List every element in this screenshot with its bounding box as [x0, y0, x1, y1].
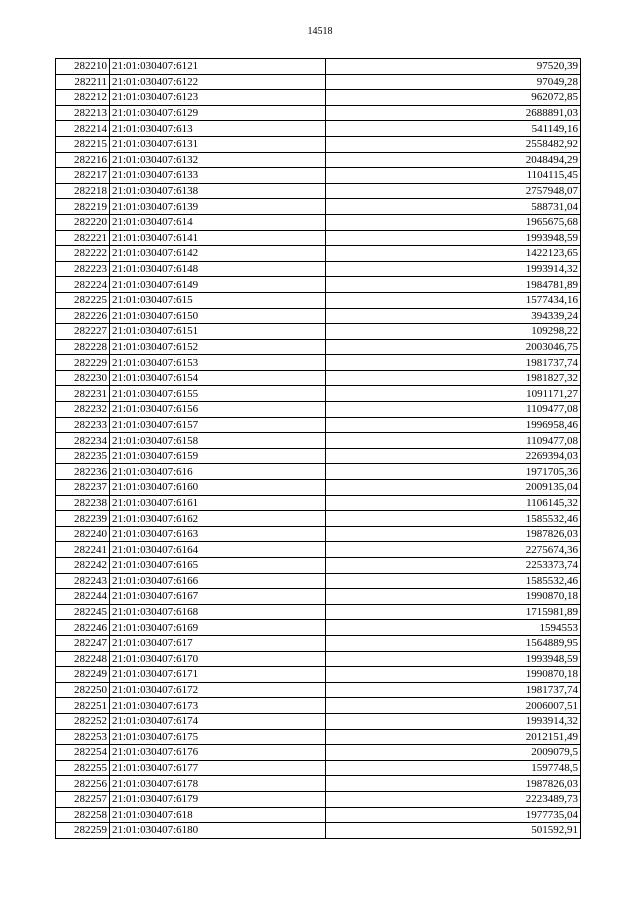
cadastral-number-cell: 21:01:030407:6150 — [110, 308, 326, 324]
row-number-cell: 282212 — [56, 90, 110, 106]
row-number-cell: 282213 — [56, 105, 110, 121]
cadastral-number-cell: 21:01:030407:6163 — [110, 526, 326, 542]
cadastral-number-cell: 21:01:030407:6154 — [110, 370, 326, 386]
cadastral-number-cell: 21:01:030407:6180 — [110, 823, 326, 839]
row-number-cell: 282244 — [56, 589, 110, 605]
cadastral-number-cell: 21:01:030407:6155 — [110, 386, 326, 402]
cadastral-number-cell: 21:01:030407:616 — [110, 464, 326, 480]
row-number-cell: 282249 — [56, 667, 110, 683]
cadastral-value-cell: 1993914,32 — [326, 261, 581, 277]
table-row — [56, 589, 581, 605]
row-number-cell: 282214 — [56, 121, 110, 137]
cadastral-value-cell: 394339,24 — [326, 308, 581, 324]
cadastral-number-cell: 21:01:030407:617 — [110, 635, 326, 651]
cadastral-value-cell: 1965675,68 — [326, 214, 581, 230]
row-number-cell: 282247 — [56, 635, 110, 651]
row-number-cell: 282223 — [56, 261, 110, 277]
cadastral-value-cell: 2688891,03 — [326, 105, 581, 121]
row-number-cell: 282229 — [56, 355, 110, 371]
cadastral-value-cell: 1422123,65 — [326, 246, 581, 262]
table-row — [56, 136, 581, 152]
cadastral-number-cell: 21:01:030407:6123 — [110, 90, 326, 106]
cadastral-number-cell: 21:01:030407:615 — [110, 292, 326, 308]
cadastral-value-table — [55, 58, 581, 839]
row-number-cell: 282254 — [56, 745, 110, 761]
row-number-cell: 282220 — [56, 214, 110, 230]
cadastral-number-cell: 21:01:030407:614 — [110, 214, 326, 230]
cadastral-number-cell: 21:01:030407:6142 — [110, 246, 326, 262]
cadastral-value-cell: 1984781,89 — [326, 277, 581, 293]
row-number-cell: 282224 — [56, 277, 110, 293]
cadastral-value-cell: 962072,85 — [326, 90, 581, 106]
row-number-cell: 282219 — [56, 199, 110, 215]
table-row — [56, 292, 581, 308]
table-row — [56, 74, 581, 90]
cadastral-number-cell: 21:01:030407:6131 — [110, 136, 326, 152]
row-number-cell: 282218 — [56, 183, 110, 199]
cadastral-value-cell: 1585532,46 — [326, 511, 581, 527]
row-number-cell: 282237 — [56, 480, 110, 496]
cadastral-number-cell: 21:01:030407:6149 — [110, 277, 326, 293]
row-number-cell: 282231 — [56, 386, 110, 402]
row-number-cell: 282217 — [56, 168, 110, 184]
cadastral-value-cell: 1715981,89 — [326, 604, 581, 620]
cadastral-number-cell: 21:01:030407:6122 — [110, 74, 326, 90]
table-row — [56, 573, 581, 589]
cadastral-number-cell: 21:01:030407:6133 — [110, 168, 326, 184]
row-number-cell: 282221 — [56, 230, 110, 246]
table-row — [56, 277, 581, 293]
row-number-cell: 282227 — [56, 324, 110, 340]
cadastral-value-cell: 2757948,07 — [326, 183, 581, 199]
row-number-cell: 282222 — [56, 246, 110, 262]
row-number-cell: 282230 — [56, 370, 110, 386]
cadastral-value-cell: 1577434,16 — [326, 292, 581, 308]
cadastral-number-cell: 21:01:030407:6169 — [110, 620, 326, 636]
cadastral-value-cell: 1585532,46 — [326, 573, 581, 589]
table-row — [56, 355, 581, 371]
cadastral-value-cell: 1981737,74 — [326, 355, 581, 371]
cadastral-number-cell: 21:01:030407:6161 — [110, 495, 326, 511]
row-number-cell: 282232 — [56, 402, 110, 418]
cadastral-value-cell: 1987826,03 — [326, 776, 581, 792]
row-number-cell: 282236 — [56, 464, 110, 480]
cadastral-value-cell: 2006007,51 — [326, 698, 581, 714]
cadastral-value-cell: 2275674,36 — [326, 542, 581, 558]
table-row — [56, 308, 581, 324]
row-number-cell: 282210 — [56, 59, 110, 75]
table-row — [56, 620, 581, 636]
table-row — [56, 558, 581, 574]
row-number-cell: 282211 — [56, 74, 110, 90]
table-row — [56, 246, 581, 262]
table-row — [56, 542, 581, 558]
cadastral-number-cell: 21:01:030407:6171 — [110, 667, 326, 683]
cadastral-number-cell: 21:01:030407:6164 — [110, 542, 326, 558]
cadastral-number-cell: 21:01:030407:6166 — [110, 573, 326, 589]
cadastral-value-cell: 109298,22 — [326, 324, 581, 340]
table-row — [56, 339, 581, 355]
table-body — [56, 59, 581, 839]
cadastral-value-cell: 1564889,95 — [326, 635, 581, 651]
table-row — [56, 324, 581, 340]
table-row — [56, 417, 581, 433]
table-row — [56, 698, 581, 714]
cadastral-value-cell: 2223489,73 — [326, 791, 581, 807]
table-row — [56, 526, 581, 542]
cadastral-number-cell: 21:01:030407:6148 — [110, 261, 326, 277]
table-row — [56, 370, 581, 386]
cadastral-value-cell: 1971705,36 — [326, 464, 581, 480]
row-number-cell: 282228 — [56, 339, 110, 355]
table-row — [56, 105, 581, 121]
cadastral-number-cell: 21:01:030407:6152 — [110, 339, 326, 355]
row-number-cell: 282216 — [56, 152, 110, 168]
row-number-cell: 282251 — [56, 698, 110, 714]
table-row — [56, 729, 581, 745]
cadastral-number-cell: 21:01:030407:6165 — [110, 558, 326, 574]
row-number-cell: 282255 — [56, 760, 110, 776]
table-row — [56, 121, 581, 137]
cadastral-value-cell: 2558482,92 — [326, 136, 581, 152]
row-number-cell: 282235 — [56, 448, 110, 464]
table-row — [56, 199, 581, 215]
row-number-cell: 282246 — [56, 620, 110, 636]
cadastral-number-cell: 21:01:030407:6129 — [110, 105, 326, 121]
table-row — [56, 745, 581, 761]
cadastral-value-cell: 1594553 — [326, 620, 581, 636]
cadastral-value-cell: 2009135,04 — [326, 480, 581, 496]
cadastral-number-cell: 21:01:030407:6168 — [110, 604, 326, 620]
cadastral-value-cell: 1990870,18 — [326, 667, 581, 683]
cadastral-number-cell: 21:01:030407:6159 — [110, 448, 326, 464]
table-row — [56, 635, 581, 651]
cadastral-number-cell: 21:01:030407:6178 — [110, 776, 326, 792]
cadastral-number-cell: 21:01:030407:6139 — [110, 199, 326, 215]
cadastral-number-cell: 21:01:030407:613 — [110, 121, 326, 137]
cadastral-value-cell: 1981827,32 — [326, 370, 581, 386]
cadastral-number-cell: 21:01:030407:6141 — [110, 230, 326, 246]
row-number-cell: 282243 — [56, 573, 110, 589]
page-number: 14518 — [307, 26, 333, 37]
cadastral-number-cell: 21:01:030407:6179 — [110, 791, 326, 807]
table-row — [56, 651, 581, 667]
table-row — [56, 183, 581, 199]
table-row — [56, 776, 581, 792]
table-row — [56, 448, 581, 464]
cadastral-value-cell: 588731,04 — [326, 199, 581, 215]
cadastral-number-cell: 21:01:030407:6153 — [110, 355, 326, 371]
cadastral-value-cell: 1987826,03 — [326, 526, 581, 542]
cadastral-number-cell: 21:01:030407:6177 — [110, 760, 326, 776]
row-number-cell: 282233 — [56, 417, 110, 433]
row-number-cell: 282252 — [56, 713, 110, 729]
table-row — [56, 511, 581, 527]
cadastral-value-cell: 1993948,59 — [326, 230, 581, 246]
cadastral-number-cell: 21:01:030407:6170 — [110, 651, 326, 667]
table-row — [56, 807, 581, 823]
cadastral-number-cell: 21:01:030407:6174 — [110, 713, 326, 729]
cadastral-number-cell: 21:01:030407:6151 — [110, 324, 326, 340]
table-row — [56, 464, 581, 480]
row-number-cell: 282253 — [56, 729, 110, 745]
cadastral-number-cell: 21:01:030407:6156 — [110, 402, 326, 418]
table-row — [56, 402, 581, 418]
cadastral-number-cell: 21:01:030407:6160 — [110, 480, 326, 496]
cadastral-number-cell: 21:01:030407:6157 — [110, 417, 326, 433]
table-row — [56, 433, 581, 449]
cadastral-value-cell: 97520,39 — [326, 59, 581, 75]
cadastral-value-cell: 1104115,45 — [326, 168, 581, 184]
table-row — [56, 261, 581, 277]
row-number-cell: 282215 — [56, 136, 110, 152]
table-row — [56, 495, 581, 511]
cadastral-value-cell: 2269394,03 — [326, 448, 581, 464]
cadastral-value-cell: 501592,91 — [326, 823, 581, 839]
table-row — [56, 480, 581, 496]
row-number-cell: 282234 — [56, 433, 110, 449]
cadastral-value-cell: 1996958,46 — [326, 417, 581, 433]
table-row — [56, 713, 581, 729]
cadastral-number-cell: 21:01:030407:6167 — [110, 589, 326, 605]
cadastral-value-cell: 1981737,74 — [326, 682, 581, 698]
table-row — [56, 90, 581, 106]
row-number-cell: 282238 — [56, 495, 110, 511]
row-number-cell: 282242 — [56, 558, 110, 574]
row-number-cell: 282241 — [56, 542, 110, 558]
table-row — [56, 760, 581, 776]
cadastral-value-cell: 1993948,59 — [326, 651, 581, 667]
table-row — [56, 152, 581, 168]
cadastral-value-cell: 541149,16 — [326, 121, 581, 137]
cadastral-number-cell: 21:01:030407:6175 — [110, 729, 326, 745]
cadastral-value-cell: 1106145,32 — [326, 495, 581, 511]
row-number-cell: 282250 — [56, 682, 110, 698]
cadastral-number-cell: 21:01:030407:6158 — [110, 433, 326, 449]
cadastral-number-cell: 21:01:030407:6162 — [110, 511, 326, 527]
table-row — [56, 682, 581, 698]
row-number-cell: 282256 — [56, 776, 110, 792]
cadastral-number-cell: 21:01:030407:6176 — [110, 745, 326, 761]
row-number-cell: 282248 — [56, 651, 110, 667]
row-number-cell: 282239 — [56, 511, 110, 527]
cadastral-value-cell: 97049,28 — [326, 74, 581, 90]
table-row — [56, 214, 581, 230]
row-number-cell: 282259 — [56, 823, 110, 839]
cadastral-number-cell: 21:01:030407:6121 — [110, 59, 326, 75]
table-row — [56, 604, 581, 620]
row-number-cell: 282226 — [56, 308, 110, 324]
row-number-cell: 282257 — [56, 791, 110, 807]
cadastral-value-cell: 1109477,08 — [326, 402, 581, 418]
cadastral-value-cell: 2009079,5 — [326, 745, 581, 761]
row-number-cell: 282245 — [56, 604, 110, 620]
cadastral-value-cell: 1109477,08 — [326, 433, 581, 449]
table-row — [56, 168, 581, 184]
row-number-cell: 282240 — [56, 526, 110, 542]
cadastral-number-cell: 21:01:030407:6132 — [110, 152, 326, 168]
cadastral-number-cell: 21:01:030407:6172 — [110, 682, 326, 698]
cadastral-value-cell: 1993914,32 — [326, 713, 581, 729]
cadastral-value-cell: 2253373,74 — [326, 558, 581, 574]
table-row — [56, 823, 581, 839]
cadastral-value-cell: 1091171,27 — [326, 386, 581, 402]
cadastral-value-cell: 1977735,04 — [326, 807, 581, 823]
cadastral-value-cell: 1597748,5 — [326, 760, 581, 776]
row-number-cell: 282258 — [56, 807, 110, 823]
cadastral-number-cell: 21:01:030407:6138 — [110, 183, 326, 199]
table-row — [56, 59, 581, 75]
table-row — [56, 386, 581, 402]
table-row — [56, 230, 581, 246]
cadastral-number-cell: 21:01:030407:6173 — [110, 698, 326, 714]
row-number-cell: 282225 — [56, 292, 110, 308]
cadastral-value-cell: 2012151,49 — [326, 729, 581, 745]
cadastral-number-cell: 21:01:030407:618 — [110, 807, 326, 823]
table-row — [56, 667, 581, 683]
cadastral-value-cell: 2003046,75 — [326, 339, 581, 355]
cadastral-value-cell: 1990870,18 — [326, 589, 581, 605]
cadastral-value-cell: 2048494,29 — [326, 152, 581, 168]
table-row — [56, 791, 581, 807]
